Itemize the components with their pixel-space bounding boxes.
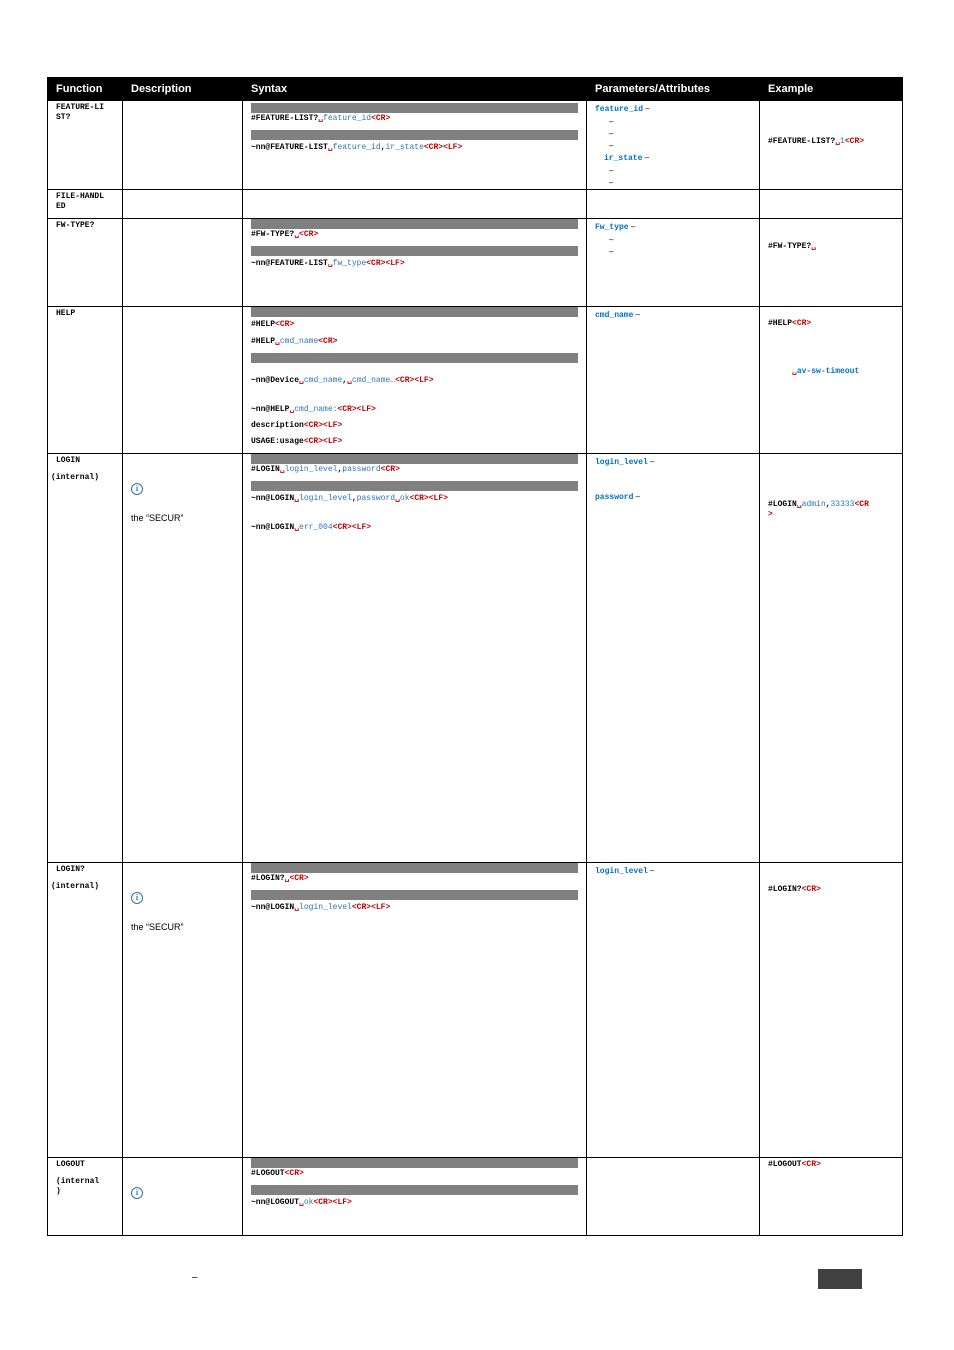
function-name: HELP [56,309,76,318]
space-marker: ␣ [395,494,400,503]
response-terminator: <CR><LF> [409,494,448,503]
description-text: the “SECUR” [131,513,184,523]
description-cell [123,101,243,190]
example-terminator: <CR> [792,319,812,328]
param-dash: – [609,178,614,187]
response-terminator: <CR><LF> [351,903,391,912]
param-dash: – [650,866,655,875]
space-marker: ␣ [294,523,300,532]
response-terminator: <CR><LF> [395,376,434,385]
param-dash: – [644,153,650,162]
space-marker: ␣ [294,230,300,239]
example-arg: admin [801,500,826,509]
space-marker: ␣ [811,242,817,251]
param-dash: – [609,117,614,126]
example-command: #FEATURE-LIST? [768,137,836,146]
function-name: LOGOUT [56,1160,85,1169]
syntax-terminator: <CR> [371,114,391,123]
example-terminator: <CR> [801,1160,821,1169]
function-scope: (internal) [51,473,100,482]
response-arg: password [356,494,396,503]
response-terminator: <CR><LF> [303,421,343,430]
syntax-arg: feature_id [323,114,372,123]
param-dash: – [635,310,641,319]
syntax-terminator: <CR> [289,874,309,883]
param-name: cmd_name [595,311,634,320]
function-name: FILE-HANDLED [56,192,105,211]
example-command: #FW-TYPE? [768,242,812,251]
table-row [48,454,903,863]
syntax-command: #FW-TYPE? [251,230,295,239]
table-row [48,101,903,190]
response-command: ~nn@FEATURE-LIST [251,143,328,152]
response-arg: feature_id [332,143,381,152]
response-arg: fw_type [332,259,367,268]
response-command: ~nn@LOGIN [251,494,295,503]
header-description: Description [123,78,243,101]
response-arg: login_level [299,494,352,503]
response-terminator: <CR><LF> [332,523,372,532]
function-name: FEATURE-LIST? [56,103,105,122]
syntax-arg: login_level [284,465,338,474]
response-command: ~nn@HELP [251,405,290,414]
response-arg: err_004 [299,523,333,532]
response-arg: ok [303,1198,314,1207]
page-number-box [818,1269,862,1289]
example-command: #LOGIN [768,500,797,509]
response-arg: ok [399,494,410,503]
response-command: ~nn@LOGIN [251,523,295,532]
response-arg: cmd_name [303,376,343,385]
param-name: feature_id [595,105,644,114]
separator: , [351,494,357,503]
response-arg: cmd_name: [294,405,338,414]
param-dash: – [645,104,650,113]
header-params: Parameters/Attributes [587,78,760,101]
function-name: LOGIN [56,456,81,465]
response-command: ~nn@FEATURE-LIST [251,259,328,268]
response-command: description [251,421,304,430]
param-dash: – [630,222,636,231]
example-command: #HELP [768,319,793,328]
param-dash: – [609,166,614,175]
syntax-terminator: <CR> [275,320,295,329]
space-marker: ␣ [284,874,290,883]
space-marker: ␣ [796,500,802,509]
syntax-arg: cmd_name [279,337,319,346]
function-scope: (internal) [51,882,100,891]
description-text: the “SECUR” [131,922,184,932]
example-arg: 1 [840,137,845,146]
space-marker: ␣ [835,137,841,146]
param-name: login_level [595,458,648,467]
function-scope: (internal [56,1177,100,1186]
header-example: Example [760,78,903,101]
response-command: USAGE:usage [251,437,304,446]
response-terminator: <CR><LF> [337,405,376,414]
space-marker: ␣ [294,494,300,503]
info-icon: i [131,892,143,904]
space-marker: ␣ [299,376,304,385]
example-terminator: > [768,510,773,519]
syntax-arg: password [342,465,381,474]
header-function: Function [48,78,123,101]
param-name: Fw_type [595,223,629,232]
response-terminator: <CR><LF> [313,1198,352,1207]
space-marker: ␣ [289,405,295,414]
param-name: password [595,493,634,502]
syntax-command: #LOGIN? [251,874,285,883]
separator: , [825,500,831,509]
space-marker: ␣ [347,376,352,385]
param-name: ir_state [604,154,643,163]
syntax-command: #LOGOUT [251,1169,285,1178]
param-dash: – [609,129,614,138]
space-marker: ␣ [327,143,333,152]
syntax-terminator: <CR> [318,337,338,346]
space-marker: ␣ [318,114,324,123]
syntax-command: #HELP [251,337,276,346]
example-command: #LOGOUT [768,1160,802,1169]
space-marker: ␣ [327,259,333,268]
header-row [48,78,903,101]
footer-dash: – [192,1272,198,1283]
separator: , [342,376,348,385]
info-icon: i [131,483,143,495]
response-arg: cmd_name… [351,376,396,385]
space-marker: ␣ [279,465,285,474]
param-name: login_level [595,867,648,876]
example-command: #LOGIN? [768,885,802,894]
response-terminator: <CR><LF> [366,259,405,268]
param-dash: – [609,141,614,150]
example-terminator: <CR [854,500,869,509]
response-arg: login_level [299,903,352,912]
function-name: FW-TYPE? [56,221,95,230]
example-arg: 33333 [830,500,855,509]
table-row [48,190,903,219]
separator: , [337,465,343,474]
syntax-command: #LOGIN [251,465,280,474]
separator: , [380,143,386,152]
space-marker: ␣ [792,367,797,376]
response-terminator: <CR><LF> [423,143,463,152]
syntax-terminator: <CR> [284,1169,304,1178]
command-table [47,77,903,1236]
syntax-terminator: <CR> [299,230,319,239]
response-command: ~nn@LOGIN [251,903,295,912]
syntax-terminator: <CR> [380,465,400,474]
function-name: LOGIN? [56,865,85,874]
table-row [48,863,903,1158]
header-syntax: Syntax [243,78,587,101]
param-dash: – [609,247,614,256]
table-row [48,307,903,454]
example-terminator: <CR> [844,137,865,146]
response-command: ~nn@LOGOUT [251,1198,300,1207]
example-arg: av-sw-timeout [796,367,860,376]
example-terminator: <CR> [801,885,821,894]
table-row [48,1158,903,1236]
param-dash: – [635,492,641,501]
response-arg: ir_state [385,143,424,152]
param-dash: – [650,457,655,466]
space-marker: ␣ [294,903,300,912]
syntax-command: #FEATURE-LIST? [251,114,319,123]
table-row [48,219,903,307]
param-dash: – [609,235,614,244]
space-marker: ␣ [299,1198,304,1207]
response-command: ~nn@Device [251,376,300,385]
space-marker: ␣ [275,337,280,346]
info-icon: i [131,1187,143,1199]
syntax-command: #HELP [251,320,276,329]
function-scope-end: ) [56,1187,61,1196]
response-terminator: <CR><LF> [303,437,343,446]
